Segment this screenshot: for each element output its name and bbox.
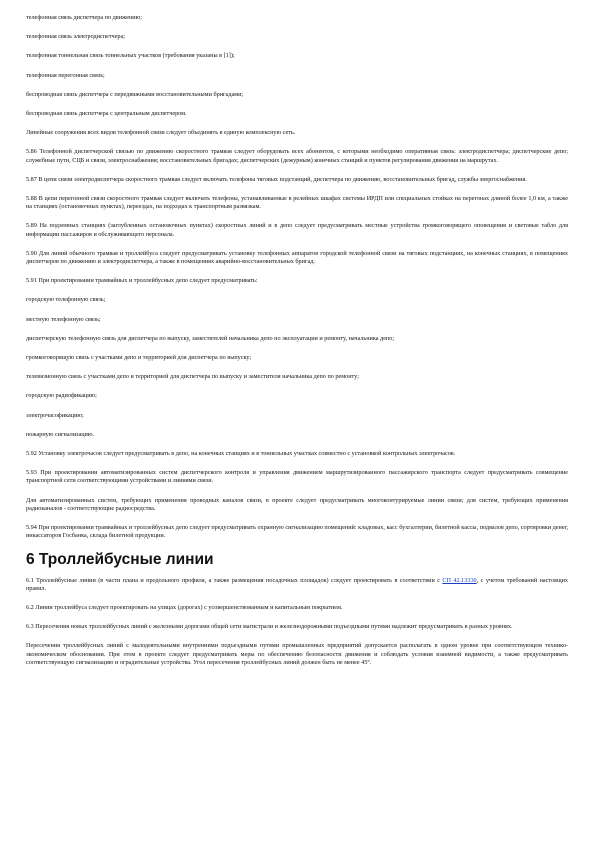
list-item: городскую радиофикацию; xyxy=(26,392,97,400)
list-item: электрочасофикацию; xyxy=(26,411,84,419)
paragraph: телефонная связь диспетчера по движению; xyxy=(26,14,142,21)
clause-5-88: 5.88 В цепи перегонной связи скоростного трамвая следует включать телефоны, устанавливаемые в релейных шкафах системы ИРДП или специальных стойках на перегонах длиной более 1,0 км, а также на станциях (остановочных пунктах), переездах, на подходах к транспортным развязкам. xyxy=(26,195,568,211)
paragraph: Пересечения троллейбусных линий с малодеятельными внутренними подъездными путями промышленных предприятий допускается располагать в одном уровне при соответствующем технико-экономическом обосновании. При этом в проекте следует предусматривать меры по обеспечению безопасности движения и соблюдать условия взаимной видимости, а также предусматривать соответствующую сигнализацию и оградительные устройства. Угол пересечения троллейбусных линий должен быть не менее 45°. xyxy=(26,642,568,666)
clause-5-93: 5.93 При проектировании автоматизированных систем диспетчерского контроля и управления движением маршрутизированного пассажирского транспорта следует предусматривать совмещение транспортной сети соответствующими устройствами и линиями связи. xyxy=(26,469,568,485)
sp-42-13330-link[interactable]: СП 42.13330 xyxy=(442,576,477,584)
paragraph: телефонная тоннельная связь тоннельных участков (требования указаны в [1]); xyxy=(26,52,235,60)
section-heading: 6 Троллейбусные линии xyxy=(26,550,214,568)
paragraph: телефонная перегонная связь; xyxy=(26,71,105,79)
paragraph: Линейные сооружения всех видов телефонной связи следует объединять в единую комплексную сеть. xyxy=(26,129,296,137)
clause-6-1-text: 6.1 Троллейбусные линии (в части плана и продольного профиля, а также размещения посадочных площадок) следует проектировать в соответствии с xyxy=(26,576,443,584)
list-item: местную телефонную связь; xyxy=(26,315,101,323)
clause-5-87: 5.87 В цепи связи электродиспетчера скоростного трамвая следует включать телефоны тяговых подстанций, диспетчера по движению, восстановительных бригад, службы энергоснабжения. xyxy=(26,175,527,183)
paragraph: беспроводная связь диспетчера с передвижными восстановительными бригадами; xyxy=(26,90,244,98)
clause-5-92: 5.92 Установку электрочасов следует предусматривать в депо, на конечных станциях и в тоннельных участках совместно с установкой контрольных электрочасов. xyxy=(26,450,456,458)
clause-5-91: 5.91 При проектировании трамвайных и троллейбусных депо следует предусматривать: xyxy=(26,277,258,285)
list-item: телевизионную связь с участками депо и территорией для диспетчера по выпуску и заместителя начальника депо по ремонту; xyxy=(26,373,359,381)
clause-5-94: 5.94 При проектировании трамвайных и троллейбусных депо следует предусматривать охранную сигнализацию помещений: кладовых, касс бухгалтерии, билетной кассы, подвалов депо, сортировки денег, инкассаторов Госбанка, склада билетной продукции. xyxy=(26,524,568,540)
paragraph: беспроводная связь диспетчера с центральным диспетчером. xyxy=(26,110,187,118)
list-item: громкоговорящую связь с участками депо и территорией для диспетчера по выпуску; xyxy=(26,354,252,362)
list-item: диспетчерскую телефонную связь для диспетчера по выпуску, заместителей начальника депо по эксплуатации и ремонту, начальника депо; xyxy=(26,334,395,342)
list-item: пожарную сигнализацию. xyxy=(26,430,95,438)
clause-6-1-text-end: , с учетом требований настоящих правил. xyxy=(26,576,568,592)
clause-5-90: 5.90 Для линий обычного трамвая и троллейбуса следует предусматривать установку телефонных аппаратов городской телефонной связи на тяговых подстанциях, на конечных станциях, в помещениях диспетчеров по движению и электродиспетчера, а также в помещениях аварийно-восстановительных бригад. xyxy=(26,249,568,266)
clause-6-2: 6.2 Линии троллейбуса следует проектировать на улицах (дорогах) с усовершенствованным и капитальным покрытием. xyxy=(26,603,343,611)
document-page xyxy=(26,14,568,667)
clause-5-86: 5.86 Телефонной диспетчерской связью по движению скоростного трамвая следует оборудовать всех абонентов, с которыми необходимо оперативная связь: электродиспетчера; диспетчерские депо; служебные пути, СЦБ и связи, электроснабжения; восстановительных бригадах; диспетчерских (дежурным) конечных станций и пунктов регулирования движения на маршрутах. xyxy=(26,148,568,164)
clause-5-89: 5.89 На подземных станциях (заглубленных остановочных пунктах) скоростных линий и в депо следует предусматривать местные устройства громкоговорящего оповещения и световые табло для информации пассажиров и обслуживающего персонала. xyxy=(26,222,568,238)
clause-6-1 xyxy=(26,577,568,593)
clause-6-3: 6.3 Пересечения новых троллейбусных линий с железными дорогами общей сети магистрали и железнодорожными подъездными путями надлежит предусматривать в разных уровнях. xyxy=(26,623,513,631)
paragraph: телефонная связь электродиспетчера; xyxy=(26,33,125,41)
list-item: городскую телефонную связь; xyxy=(26,296,106,304)
paragraph: Для автоматизированных систем, требующих применения проводных каналов связи, в проекте следует предусматривать многоконтурируемые линии связи; для систем, требующих применения радиоканалов - соответствующие радиосредства. xyxy=(26,496,568,512)
